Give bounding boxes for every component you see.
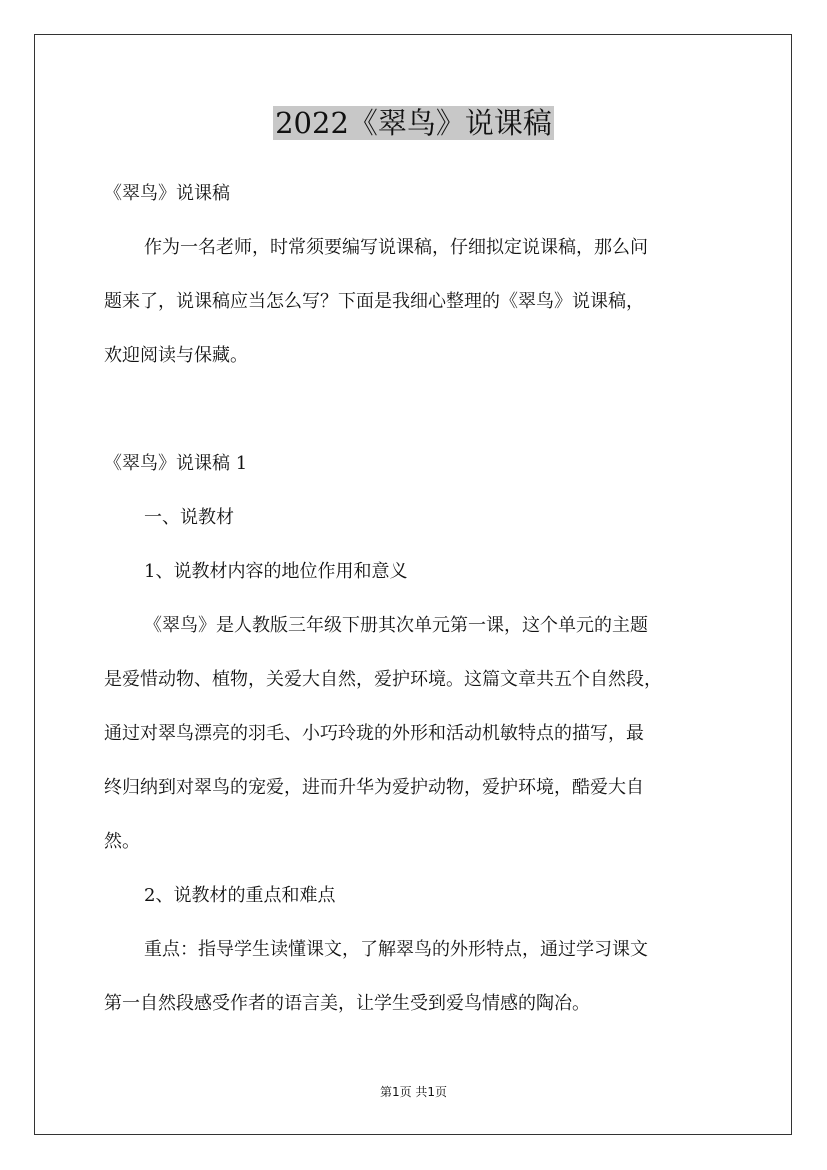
- heading-teaching-material: 一、说教材: [144, 507, 234, 528]
- intro-line-2: 题来了，说课稿应当怎么写？下面是我细心整理的《翠鸟》说课稿，: [104, 291, 644, 312]
- document-title: 2022《翠鸟》说课稿: [275, 106, 552, 140]
- intro-line-3: 欢迎阅读与保藏。: [104, 345, 248, 366]
- heading-key-points: 2、说教材的重点和难点: [144, 885, 336, 906]
- paragraph-1-line-4: 终归纳到对翠鸟的宠爱，进而升华为爱护动物，爱护环境，酷爱大自: [104, 777, 644, 798]
- page-number-footer: 第1页 共1页: [379, 1085, 448, 1099]
- section-title: 《翠鸟》说课稿 1: [104, 453, 248, 474]
- paragraph-1-line-1: 《翠鸟》是人教版三年级下册其次单元第一课，这个单元的主题: [144, 615, 648, 636]
- paragraph-1-line-2: 是爱惜动物、植物，关爱大自然，爱护环境。这篇文章共五个自然段，: [104, 669, 662, 690]
- paragraph-1-line-3: 通过对翠鸟漂亮的羽毛、小巧玲珑的外形和活动机敏特点的描写，最: [104, 723, 644, 744]
- document-subtitle: 《翠鸟》说课稿: [104, 183, 230, 204]
- paragraph-2-line-1: 重点：指导学生读懂课文，了解翠鸟的外形特点，通过学习课文: [144, 939, 648, 960]
- intro-line-1: 作为一名老师，时常须要编写说课稿，仔细拟定说课稿，那么问: [144, 237, 648, 258]
- paragraph-2-line-2: 第一自然段感受作者的语言美，让学生受到爱鸟情感的陶冶。: [104, 993, 590, 1014]
- paragraph-1-line-5: 然。: [104, 831, 140, 852]
- heading-content-significance: 1、说教材内容的地位作用和意义: [144, 561, 408, 582]
